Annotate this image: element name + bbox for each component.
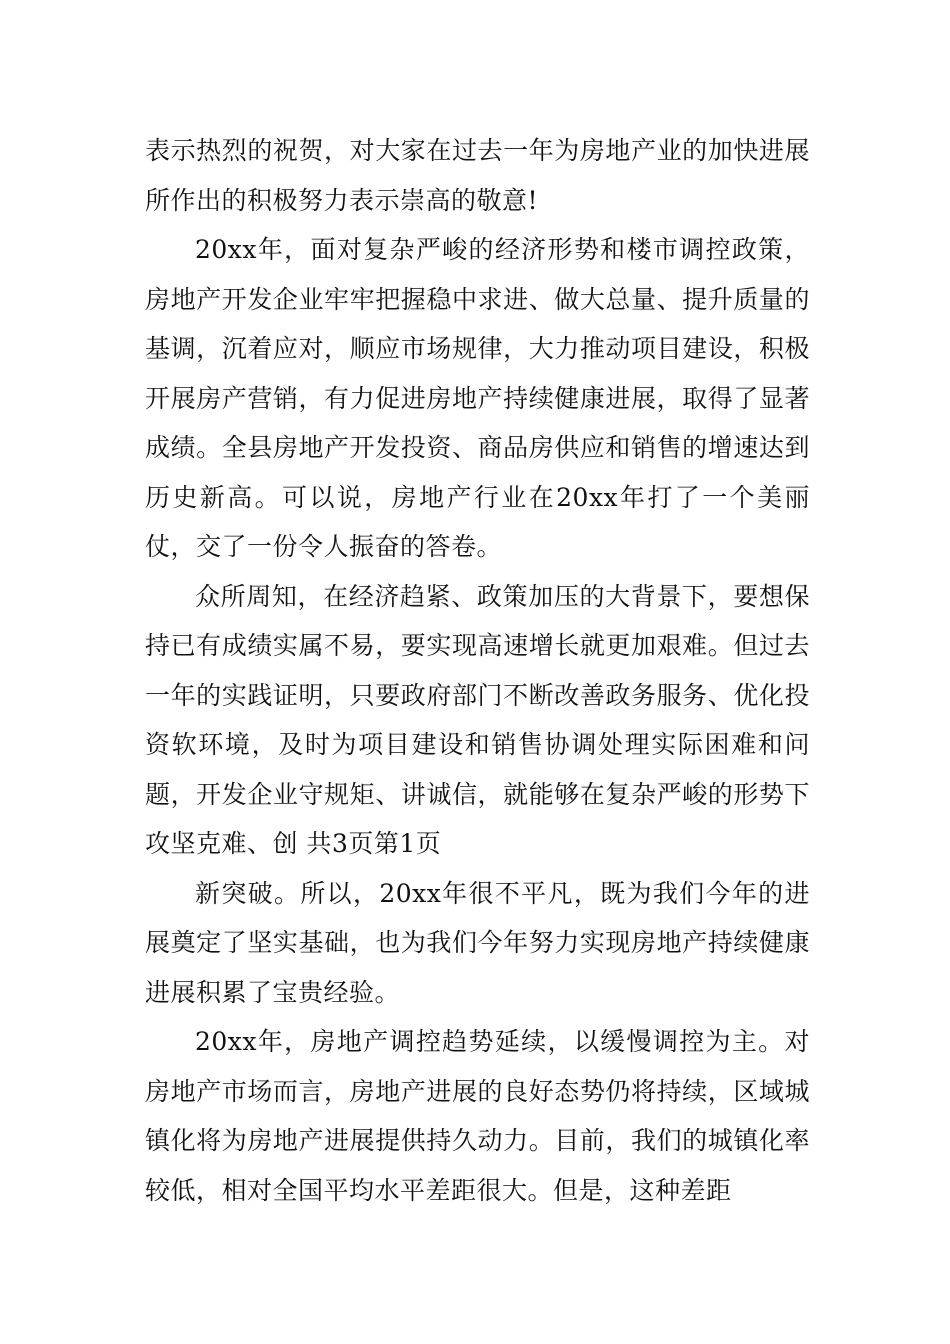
document-body: [145, 126, 810, 1215]
paragraph-3: 众所周知，在经济趋紧、政策加压的大背景下，要想保持已有成绩实属不易，要实现高速增长就更加艰难。但过去一年的实践证明，只要政府部门不断改善政务服务、优化投资软环境，及时为项目建设和销售协调处理实际困难和问题，开发企业守规矩、讲诚信，就能够在复杂严峻的形势下攻坚克难、创 共3页第1页: [145, 581, 810, 858]
paragraph-2: 20xx年，面对复杂严峻的经济形势和楼市调控政策，房地产开发企业牢牢把握稳中求进、做大总量、提升质量的基调，沉着应对，顺应市场规律，大力推动项目建设，积极开展房产营销，有力促进房地产持续健康进展，取得了显著成绩。全县房地产开发投资、商品房供应和销售的增速达到历史新高。可以说，房地产行业在20xx年打了一个美丽仗，交了一份令人振奋的答卷。: [145, 235, 810, 561]
paragraph-5: 20xx年，房地产调控趋势延续，以缓慢调控为主。对房地产市场而言，房地产进展的良好态势仍将持续，区域城镇化将为房地产进展提供持久动力。目前，我们的城镇化率较低，相对全国平均水平差距很大。但是，这种差距: [145, 1027, 810, 1205]
paragraph-1: 表示热烈的祝贺，对大家在过去一年为房地产业的加快进展所作出的积极努力表示崇高的敬意!: [145, 136, 810, 215]
paragraph-4: 新突破。所以，20xx年很不平凡，既为我们今年的进展奠定了坚实基础，也为我们今年努力实现房地产持续健康进展积累了宝贵经验。: [145, 878, 810, 1007]
